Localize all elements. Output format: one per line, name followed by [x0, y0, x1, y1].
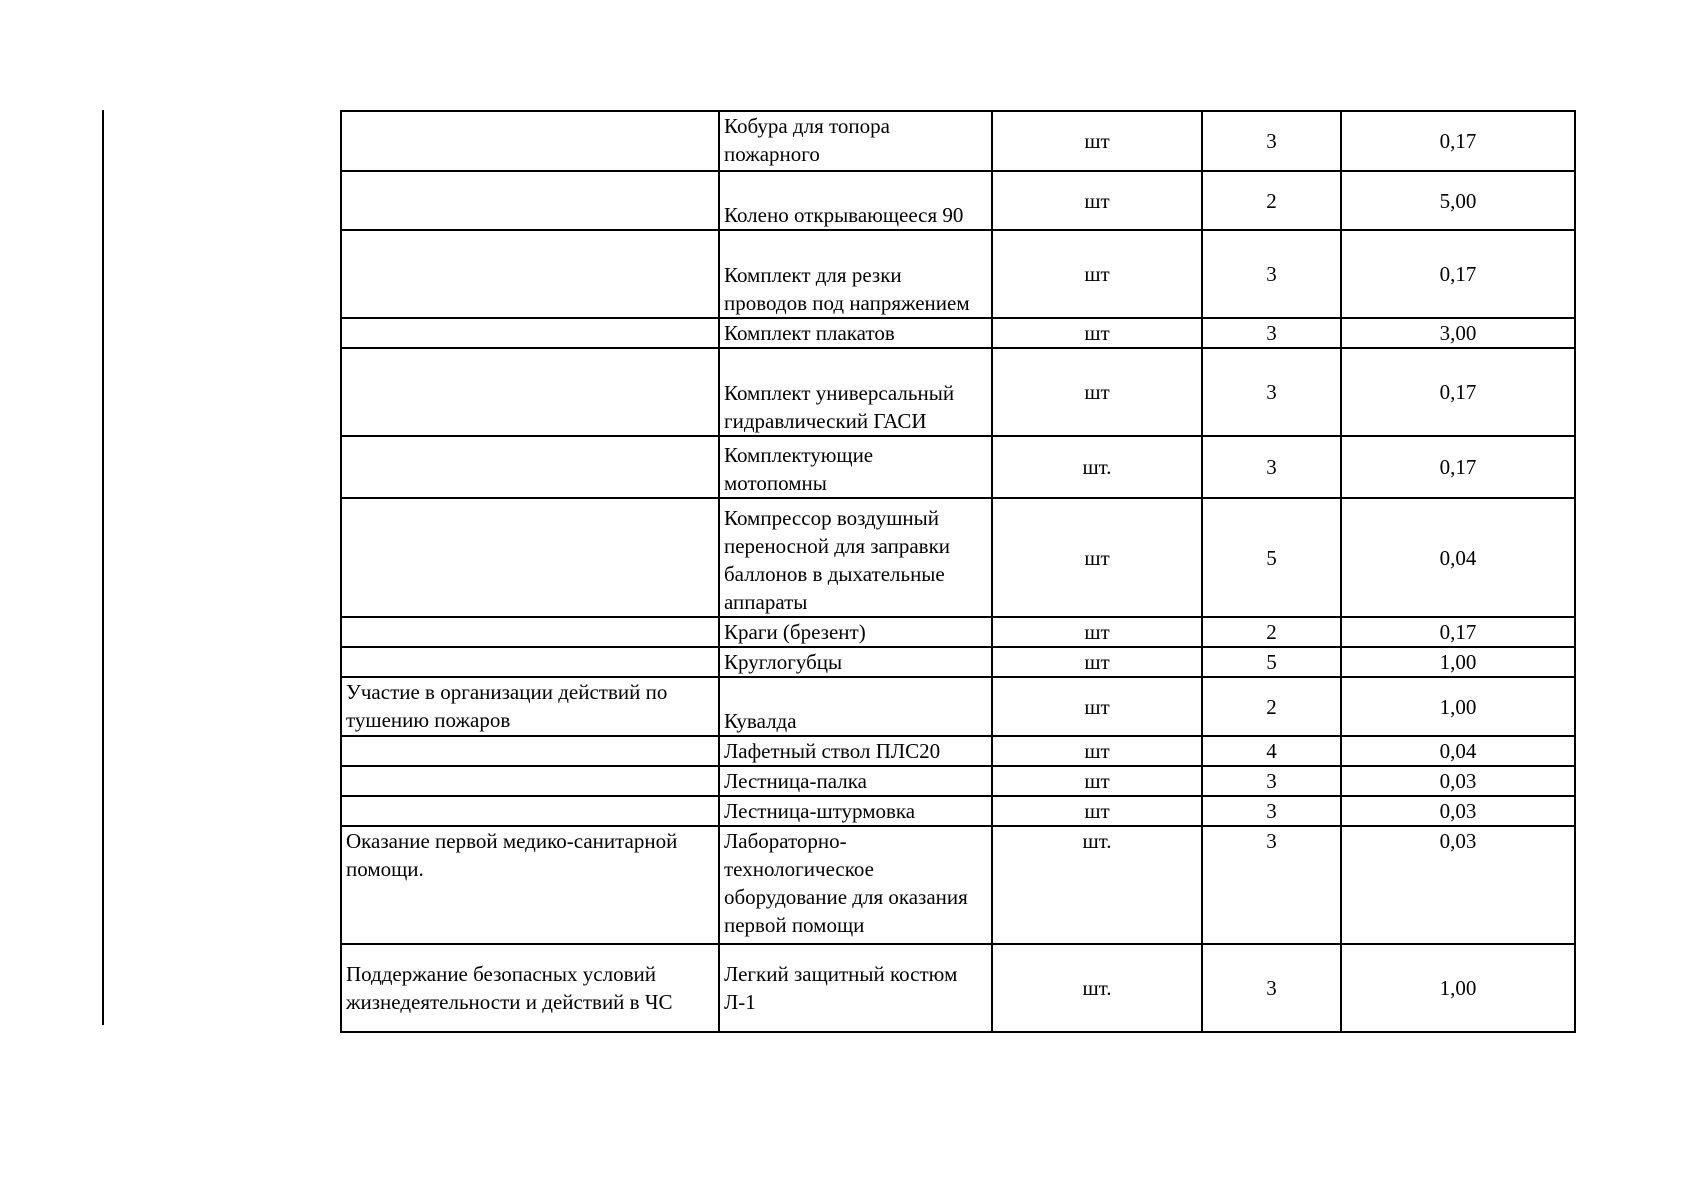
norm-cell: 0,04	[1341, 498, 1575, 617]
quantity-cell: 3	[1202, 348, 1341, 436]
table-row	[341, 436, 1575, 498]
table-row	[341, 111, 1575, 171]
item-name-cell: Круглогубцы	[719, 647, 992, 677]
table-row	[341, 348, 1575, 436]
quantity-cell: 3	[1202, 436, 1341, 498]
table-row	[341, 826, 1575, 944]
item-name-cell: Комплект для резки проводов под напряжением	[719, 230, 992, 318]
norm-cell: 3,00	[1341, 318, 1575, 348]
unit-cell: шт	[992, 348, 1202, 436]
table-row	[341, 796, 1575, 826]
quantity-cell: 4	[1202, 736, 1341, 766]
activity-cell	[341, 111, 719, 171]
activity-cell	[341, 171, 719, 230]
table-row	[341, 171, 1575, 230]
unit-cell: шт	[992, 171, 1202, 230]
activity-cell	[341, 796, 719, 826]
quantity-cell: 3	[1202, 796, 1341, 826]
table-row	[341, 677, 1575, 736]
table-row	[341, 944, 1575, 1032]
item-name-cell: Лафетный ствол ПЛС20	[719, 736, 992, 766]
activity-cell	[341, 498, 719, 617]
activity-cell	[341, 230, 719, 318]
unit-cell: шт	[992, 766, 1202, 796]
unit-cell: шт	[992, 318, 1202, 348]
unit-cell: шт	[992, 111, 1202, 171]
table-row	[341, 617, 1575, 647]
activity-cell	[341, 766, 719, 796]
quantity-cell: 2	[1202, 677, 1341, 736]
table-row	[341, 498, 1575, 617]
page-margin-rule	[102, 110, 104, 1025]
quantity-cell: 3	[1202, 318, 1341, 348]
activity-cell: Участие в организации действий по тушению пожаров	[341, 677, 719, 736]
item-name-cell: Легкий защитный костюм Л-1	[719, 944, 992, 1032]
quantity-cell: 2	[1202, 617, 1341, 647]
unit-cell: шт.	[992, 944, 1202, 1032]
item-name-cell: Комплект плакатов	[719, 318, 992, 348]
table-row	[341, 736, 1575, 766]
activity-cell	[341, 318, 719, 348]
norm-cell: 0,17	[1341, 111, 1575, 171]
norm-cell: 1,00	[1341, 944, 1575, 1032]
unit-cell: шт	[992, 796, 1202, 826]
activity-cell	[341, 348, 719, 436]
unit-cell: шт	[992, 736, 1202, 766]
item-name-cell: Лестница-палка	[719, 766, 992, 796]
norm-cell: 0,17	[1341, 617, 1575, 647]
quantity-cell: 2	[1202, 171, 1341, 230]
unit-cell: шт.	[992, 826, 1202, 944]
equipment-table	[340, 110, 1576, 1033]
item-name-cell: Компрессор воздушный переносной для заправки баллонов в дыхательные аппараты	[719, 498, 992, 617]
quantity-cell: 3	[1202, 766, 1341, 796]
norm-cell: 0,03	[1341, 766, 1575, 796]
unit-cell: шт	[992, 677, 1202, 736]
item-name-cell: Комплектующие мотопомны	[719, 436, 992, 498]
norm-cell: 1,00	[1341, 647, 1575, 677]
table-row	[341, 647, 1575, 677]
unit-cell: шт.	[992, 436, 1202, 498]
unit-cell: шт	[992, 617, 1202, 647]
norm-cell: 0,17	[1341, 230, 1575, 318]
activity-cell	[341, 617, 719, 647]
quantity-cell: 5	[1202, 498, 1341, 617]
unit-cell: шт	[992, 647, 1202, 677]
quantity-cell: 3	[1202, 944, 1341, 1032]
table-row	[341, 230, 1575, 318]
quantity-cell: 3	[1202, 111, 1341, 171]
item-name-cell: Краги (брезент)	[719, 617, 992, 647]
item-name-cell: Комплект универсальный гидравлический ГАСИ	[719, 348, 992, 436]
unit-cell: шт	[992, 230, 1202, 318]
norm-cell: 1,00	[1341, 677, 1575, 736]
norm-cell: 5,00	[1341, 171, 1575, 230]
norm-cell: 0,17	[1341, 436, 1575, 498]
activity-cell	[341, 436, 719, 498]
table-row	[341, 766, 1575, 796]
quantity-cell: 3	[1202, 826, 1341, 944]
quantity-cell: 5	[1202, 647, 1341, 677]
norm-cell: 0,03	[1341, 826, 1575, 944]
item-name-cell: Лабораторно- технологическое оборудование для оказания первой помощи	[719, 826, 992, 944]
activity-cell: Поддержание безопасных условий жизнедеятельности и действий в ЧС	[341, 944, 719, 1032]
item-name-cell: Кувалда	[719, 677, 992, 736]
unit-cell: шт	[992, 498, 1202, 617]
norm-cell: 0,03	[1341, 796, 1575, 826]
activity-cell	[341, 647, 719, 677]
activity-cell: Оказание первой медико-санитарной помощи.	[341, 826, 719, 944]
table-row	[341, 318, 1575, 348]
item-name-cell: Кобура для топора пожарного	[719, 111, 992, 171]
quantity-cell: 3	[1202, 230, 1341, 318]
norm-cell: 0,04	[1341, 736, 1575, 766]
item-name-cell: Лестница-штурмовка	[719, 796, 992, 826]
item-name-cell: Колено открывающееся 90	[719, 171, 992, 230]
activity-cell	[341, 736, 719, 766]
norm-cell: 0,17	[1341, 348, 1575, 436]
